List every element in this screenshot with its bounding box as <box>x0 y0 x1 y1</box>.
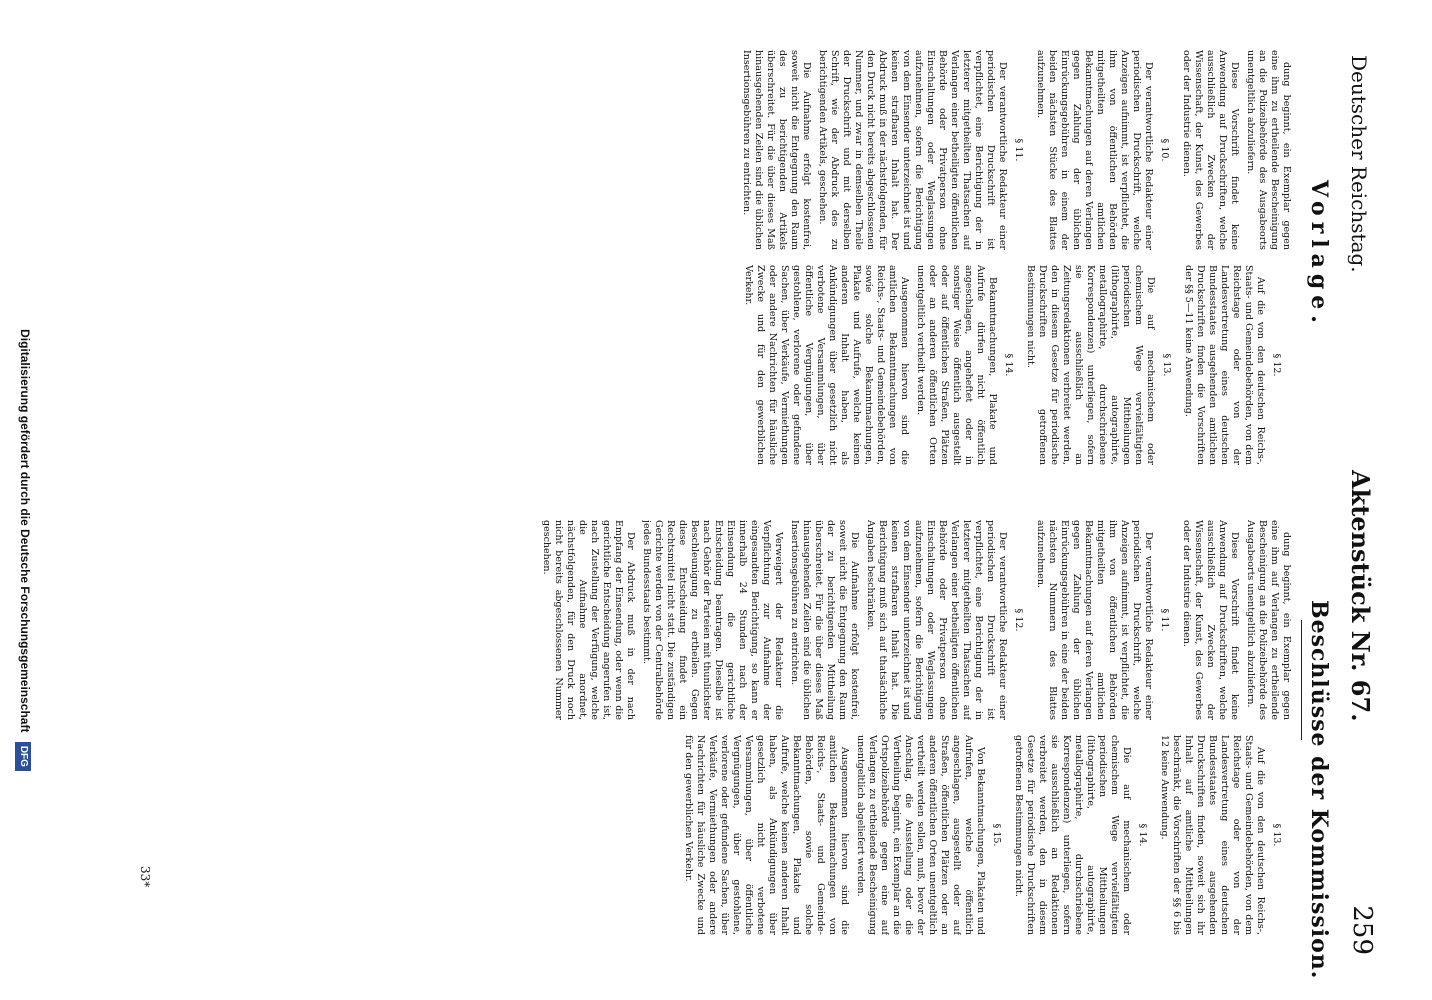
paragraph: Auf die von den deutschen Reichs-, Staats- und Gemeindebehörden, von dem Reichstage oder von der Landesvertretung eines deutschen Bundesstaates ausgehenden Druckschriften finden, soweit sich ihr Inhalt auf amtliche Mittheilungen beschränkt, die Vorschriften der §§ 6 bis 12 keine Anwendung. <box>1159 735 1266 935</box>
paragraph: Der verantwortliche Redakteur einer periodischen Druckschrift, welche Anzeigen aufnimmt, ist verpflichtet, die ihm von öffentlichen Behörden mitgetheilten amtlichen Bekanntmachungen auf deren Verlangen gegen Zahlung der üblichen Einrückungsgebühren in einem der beiden nächsten Stücke des Blattes aufzunehmen. <box>1035 50 1154 250</box>
paragraph: Die Aufnahme erfolgt kostenfrei, soweit nicht die Entgegnung den Raum der zu berichtigenden Mittheilung überschreitet. Für die über dieses Maß hinausgehenden Zeilen sind die üblichen Insertionsgebühren zu entrichten. <box>789 520 860 720</box>
heading-rule <box>1301 620 1302 740</box>
section-number: § 15. <box>991 823 1002 847</box>
column-beschluesse-left <box>432 520 1292 720</box>
paragraph: Die auf mechanischem oder chemischem Wege vervielfältigten periodischen Mittheilungen (lithographirte, autographirte, metallographirte, durchschriebene Korrespondenzen) unterliegen, sofern sie ausschließlich an Redaktionen verbreitet werden, den in diesem Gesetze für periodische Druckschriften getroffenen Bestimmungen nicht. <box>1013 735 1132 935</box>
column-vorlage-right <box>432 265 1292 465</box>
section-number: § 12. <box>1013 608 1024 632</box>
column-vorlage-left <box>432 50 1292 250</box>
credit-text: Digitalisierung gefördert durch die Deutsche Forschungsgemeinschaft <box>18 329 32 733</box>
section-number: § 10. <box>1159 138 1170 162</box>
header-document-number: Aktenstück Nr. 67. <box>1346 470 1375 722</box>
paragraph: Ausgenommen hiervon sind die amtlichen Bekanntmachungen von Reichs-, Staats- und Gemeinde-Behörden, sowie solche Bekanntmachungen, Plakate und Aufrufe, welche keinen anderen Inhalt haben, als Ankündigungen über gesetzlich nicht verbotene Versammlungen, über öffentliche Vergnügungen, über gestohlene, verlorene oder gefundene Sachen, über Verkäufe, Vermiethungen oder andere Nachrichten für häusliche Zwecke und für den gewerblichen Verkehr. <box>683 735 850 935</box>
paragraph: Ausgenommen hiervon sind die amtlichen Bekanntmachungen von Reichs-, Staats- und Gemeindebehörden, sowie solche Bekanntmachungen, Plakate und Aufrufe, welche keinen anderen Inhalt haben, als Ankündigungen über gesetzlich nicht verbotene Versammlungen, über öffentliche Vergnügungen, über gestohlene, verlorene oder gefundene Sachen, über Verkäufe, Vermiethungen oder andere Nachrichten für häusliche Zwecke und für den gewerblichen Verkehr. <box>743 265 910 465</box>
paragraph: Die Aufnahme erfolgt kostenfrei, soweit nicht die Entgegnung den Raum des zu berichtigenden Artikels überschreitet. Für die über dieses Maß hinausgehenden Zeilen sind die üblichen Insertionsgebühren zu entrichten. <box>741 50 812 250</box>
paragraph: Auf die von den deutschen Reichs-, Staats- und Gemeindebehörden, von dem Reichstage oder von der Landesvertretung eines deutschen Bundesstaates ausgehenden amtlichen Druckschriften finden die Vorschriften der §§ 5—11 keine Anwendung. <box>1183 265 1266 465</box>
paragraph: Von Bekanntmachungen, Plakaten und Aufrufen, welche öffentlich angeschlagen, ausgestellt oder auf Straßen, öffentlichen Plätzen oder an anderen öffentlichen Orten unentgeltlich vertheilt werden sollen, muß, bevor der Anschlag, die Ausstellung oder die Vertheilung beginnt, ein Exemplar an die Ortspolizeibehörde gegen eine auf Verlangen zu ertheilende Bescheinigung unentgeltlich abgeliefert werden. <box>855 735 986 935</box>
section-number: § 12. <box>1271 353 1282 377</box>
section-number: § 13. <box>1161 353 1172 377</box>
paragraph: Der verantwortliche Redakteur einer periodischen Druckschrift ist verpflichtet, eine Berichtigung der in letzterer mitgetheilten Thatsachen auf Verlangen einer betheiligten öffentlichen Behörde oder Privatperson ohne Einschaltungen oder Weglassungen aufzunehmen, sofern die Berichtigung von dem Einsender unterzeichnet ist und keinen strafbaren Inhalt hat. Die Berichtigung muß sich auf thatsächliche Angaben beschränken. <box>865 520 1008 720</box>
section-number: § 14. <box>1003 353 1014 377</box>
dfg-logo: DFG <box>15 742 31 771</box>
paragraph: Die auf mechanischem oder chemischem Wege vervielfältigten periodischen Mittheilungen (lithographirte, autographirte, metallographirte, durchschriebene Korrespondenzen) unterliegen, sofern sie ausschließlich an Zeitungsredaktionen verbreitet werden, den in diesem Gesetze für periodische Druckschriften getroffenen Bestimmungen nicht. <box>1025 265 1156 465</box>
paragraph: dung beginnt, ein Exemplar gegen eine ihm zu ertheilende Bescheinigung an die Polizeibehörde des Ausgabeorts unentgeltlich abzuliefern. <box>1245 50 1292 250</box>
digitization-credit <box>13 120 37 980</box>
section-number: § 13. <box>1271 823 1282 847</box>
heading-beschluesse: Beschlüsse der Kommission. <box>1306 600 1332 980</box>
section-number: § 11. <box>1013 138 1024 162</box>
paragraph: Bekanntmachungen, Plakate und Aufrufe dürfen nicht öffentlich angeschlagen, angeheftet oder in sonstiger Weise öffentlich ausgestellt oder auf öffentlichen Straßen, Plätzen oder an anderen öffentlichen Orten unentgeltlich vertheilt werden. <box>915 265 998 465</box>
paragraph: Der Abdruck muß in der nach Empfang der Einsendung, oder wenn die gerichtliche Entscheidung angerufen ist, nach Zustellung der Verfügung, welche die Aufnahme anordnet, nächstfolgenden, für den Druck noch nicht bereits abgeschlossenen Nummer geschehen. <box>541 520 636 720</box>
page-header <box>1337 55 1377 955</box>
column-beschluesse-right <box>432 735 1292 935</box>
section-number: § 14. <box>1137 823 1148 847</box>
page-number: 259 <box>1347 905 1377 955</box>
paragraph: Diese Vorschrift findet keine Anwendung auf Druckschriften, welche ausschließlich Zwecken der Wissenschaft, der Kunst, des Gewerbes oder der Industrie dienen. <box>1181 520 1240 720</box>
paragraph: dung beginnt, ein Exemplar gegen eine ihm auf Verlangen zu ertheilende Bescheinigung an die Polizeibehörde des Ausgabeorts unentgeltlich abzuliefern. <box>1245 520 1292 720</box>
signature-mark: 33* <box>138 866 152 888</box>
paragraph: Der verantwortliche Redakteur einer periodischen Druckschrift, welche Anzeigen aufnimmt, ist verpflichtet, die ihm von öffentlichen Behörden mitgetheilten amtlichen Bekanntmachungen auf deren Verlangen gegen Zahlung der üblichen Einrückungsgebühren in eine der beiden nächsten Nummern des Blattes aufzunehmen. <box>1035 520 1154 720</box>
paragraph: Diese Vorschrift findet keine Anwendung auf Druckschriften, welche ausschließlich Zwecken der Wissenschaft, der Kunst, des Gewerbes oder der Industrie dienen. <box>1181 50 1240 250</box>
section-number: § 11. <box>1159 608 1170 632</box>
header-left-title: Deutscher Reichstag. <box>1347 55 1371 273</box>
heading-vorlage: Vorlage. <box>1306 180 1332 329</box>
paragraph: Verweigert der Redakteur die Verpflichtung zur Aufnahme der eingesandten Berichtigung, so kann er innerhalb 24 Stunden nach der Einsendung die gerichtliche Entscheidung beantragen. Dieselbe ist nach Gehör der Parteien mit thunlichster Beschleunigung zu ertheilen. Gegen diese Entscheidung findet ein Rechtsmittel nicht statt. Die zuständigen Gerichte werden von der Centralbehörde jedes Bundesstaats bestimmt. <box>641 520 784 720</box>
paragraph: Der verantwortliche Redakteur einer periodischen Druckschrift ist verpflichtet, eine Berichtigung der in letzterer mitgetheilten Thatsachen auf Verlangen einer betheiligten öffentlichen Behörde oder Privatperson ohne Einschaltungen oder Weglassungen aufzunehmen, sofern die Berichtigung von dem Einsender unterzeichnet ist und keinen strafbaren Inhalt hat. Der Abdruck muß in der nächstfolgenden, für den Druck nicht bereits abgeschlossenen Nummer, und zwar in demselben Theile der Druckschrift und mit derselben Schrift, wie der Abdruck des zu berichtigenden Artikels, geschehen. <box>817 50 1008 250</box>
